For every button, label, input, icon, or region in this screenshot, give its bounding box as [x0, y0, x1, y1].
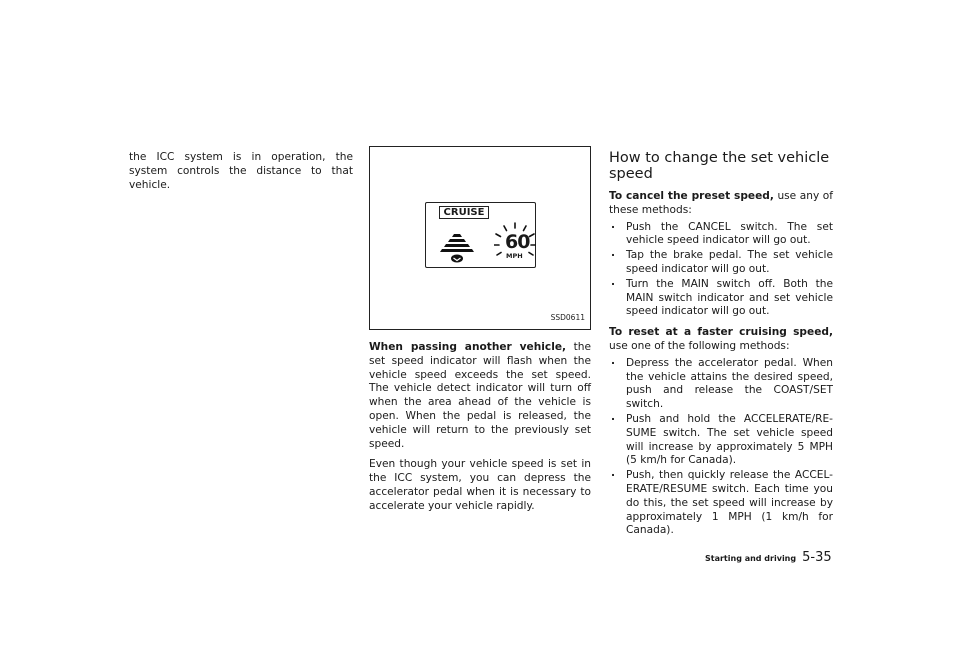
reset-methods-list: [609, 357, 833, 538]
figure-code: SSD0611: [550, 313, 585, 323]
cruise-display-figure: [369, 146, 591, 330]
vehicle-ahead-icon: [440, 233, 474, 263]
cancel-intro: [609, 190, 833, 218]
list-item: . Tap the brake pedal. The set vehicle speed indicator will go out.: [609, 249, 833, 277]
reset-intro: [609, 326, 833, 354]
passing-lead: When passing another vehicle,: [369, 341, 567, 353]
reset-text: use one of the following methods:: [609, 339, 790, 352]
continued-paragraph: the ICC system is in operation, the system controls the distance to that vehicle.: [129, 151, 353, 191]
list-item: . Push and hold the ACCELERATE/RE-SUME switch. The set vehicle speed will increase by approximately 5 MPH (5 km/h for Canada).: [609, 413, 833, 468]
cancel-lead: To cancel the preset speed,: [609, 190, 774, 202]
page-footer: [705, 551, 832, 566]
list-item: . Push, then quickly release the ACCEL-ERATE/RESUME switch. Each time you do this, the set speed will increase by approximately 1 MPH (1 km/h for Canada).: [609, 469, 833, 538]
page-number: 5-35: [802, 550, 832, 565]
icc-display-panel: [425, 202, 536, 268]
reset-lead: To reset at a faster cruising speed,: [609, 326, 833, 339]
cancel-methods-list: [609, 221, 833, 320]
cancel-text: use any of these methods:: [609, 190, 833, 216]
speed-unit: MPH: [506, 252, 523, 260]
list-item: . Depress the accelerator pedal. When the vehicle attains the desired speed, push and release the COAST/SET switch.: [609, 357, 833, 412]
list-item: . Push the CANCEL switch. The set vehicle speed indicator will go out.: [609, 221, 833, 249]
left-column: [129, 151, 353, 199]
list-item: . Turn the MAIN switch off. Both the MAIN switch indicator and set vehicle speed indicator will go out.: [609, 278, 833, 319]
set-speed-value: 60: [505, 231, 530, 253]
accelerate-paragraph: Even though your vehicle speed is set in the ICC system, you can depress the accelerator pedal when it is necessary to accelerate your vehicle rapidly.: [369, 458, 591, 512]
right-column: [609, 150, 833, 545]
passing-text: the set speed indicator will flash when the vehicle speed exceeds the set speed. The vehicle detect indicator will turn off when the area ahead of the vehicle is open. When the pedal is released, the vehicle will return to the previously set speed.: [369, 341, 591, 450]
passing-paragraph: [369, 341, 591, 451]
section-heading: How to change the set vehicle speed: [609, 150, 830, 182]
footer-section: Starting and driving: [705, 554, 797, 563]
middle-column: [369, 146, 591, 521]
cruise-label: CRUISE: [439, 206, 489, 219]
